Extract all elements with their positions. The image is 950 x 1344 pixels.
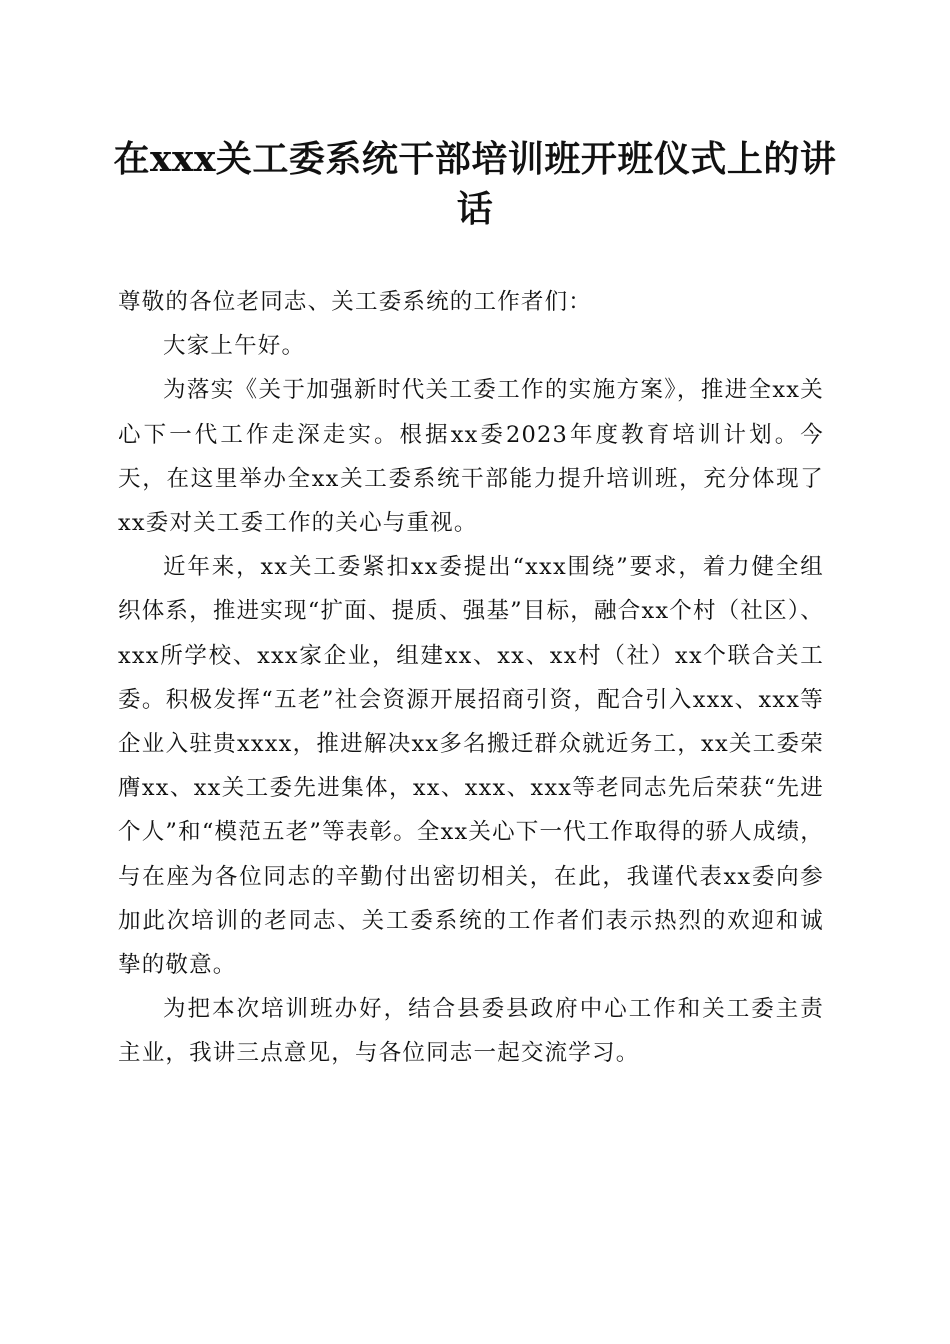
document-title: 在xxx关工委系统干部培训班开班仪式上的讲话	[113, 138, 837, 230]
salutation: 尊敬的各位老同志、关工委系统的工作者们：	[118, 289, 593, 315]
paragraph-greeting: 大家上午好。	[163, 333, 306, 360]
document-body	[118, 280, 824, 1076]
paragraph-achievements: 近年来，xx关工委紧扣xx委提出“xxx围绕”要求，着力健全组织体系，推进实现“扩面、提质、强基”目标，融合xx个村（社区）、xxx所学校、xxx家企业，组建xx、xx、xx村（社）xx个联合关工委。积极发挥“五老”社会资源开展招商引资，配合引入xxx、xxx等企业入驻贵xxxx，推进解决xx多名搬迁群众就近务工，xx关工委荣膺xx、xx关工委先进集体，xx、xxx、xxx等老同志先后荣获“先进个人”和“模范五老”等表彰。全xx关心下一代工作取得的骄人成绩，与在座为各位同志的辛勤付出密切相关，在此，我谨代表xx委向参加此次培训的老同志、关工委系统的工作者们表示热烈的欢迎和诚挚的敬意。	[118, 554, 824, 979]
paragraph-purpose: 为落实《关于加强新时代关工委工作的实施方案》，推进全xx关心下一代工作走深走实。根据xx委2023年度教育培训计划。今天，在这里举办全xx关工委系统干部能力提升培训班，充分体现了xx委对关工委工作的关心与重视。	[118, 377, 824, 537]
paragraph-outline: 为把本次培训班办好，结合县委县政府中心工作和关工委主责主业，我讲三点意见，与各位同志一起交流学习。	[118, 996, 824, 1067]
